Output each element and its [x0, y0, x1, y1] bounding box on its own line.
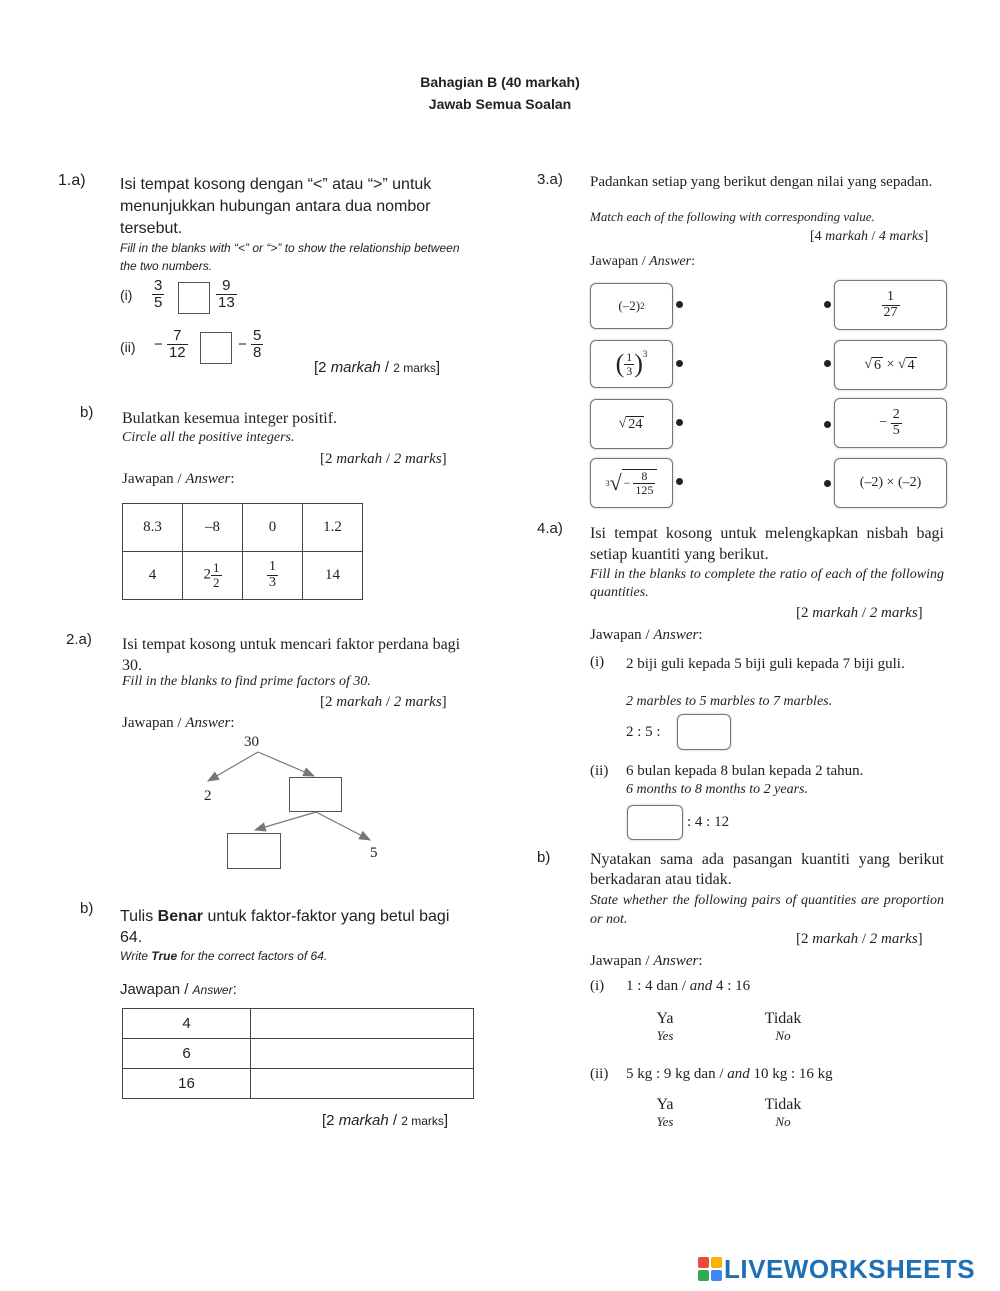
answer-label: Jawapan / Answer: [120, 981, 237, 998]
ratio-blank-i[interactable] [677, 714, 731, 750]
match-right-2-dot[interactable] [824, 360, 831, 367]
question-text-en: State whether the following pairs of quantities are proportion or not. [590, 893, 944, 927]
no-option-ii[interactable]: Tidak No [764, 1096, 802, 1129]
ratio-text: : 4 : 12 [687, 814, 730, 830]
match-right-2[interactable]: √ 6 × √ 4 [834, 340, 947, 390]
ratio-text: 2 : 5 : [626, 724, 661, 740]
answer-label: Jawapan / Answer: [590, 953, 703, 969]
marks: [2 markah / 2 marks] [796, 931, 923, 947]
question-text-en: Write True for the correct factors of 64. [120, 949, 328, 963]
match-right-3[interactable]: − $\frac{2}{5}$ [834, 398, 947, 448]
logo-square [711, 1257, 722, 1268]
part-label: (i) [590, 654, 605, 670]
question-number: 1.a) [58, 172, 86, 189]
question-text-ms: Isi tempat kosong untuk melengkapkan nisbah bagi setiap kuantiti yang berikut. [590, 525, 944, 563]
tree-root-value: 30 [244, 734, 259, 750]
fraction: − $\frac{7}{12}$ [154, 327, 186, 361]
question-text-ms: Isi tempat kosong untuk mencari faktor perdana bagi 30. [122, 636, 461, 674]
marks: [2 markah / 2 marks] [796, 605, 923, 621]
match-left-1-dot[interactable] [676, 301, 683, 308]
question-number: b) [80, 404, 94, 421]
marks: [2 markah / 2 marks] [320, 451, 447, 467]
factors-table [122, 1008, 474, 1099]
tree-factor-value: 5 [370, 845, 378, 861]
answer-cell[interactable] [251, 1039, 474, 1069]
match-right-1-dot[interactable] [824, 301, 831, 308]
fraction: $\frac{3}{5}$ [154, 277, 163, 311]
question-text-en: Fill in the blanks to find prime factors of 30. [122, 674, 371, 689]
factor-blank-2[interactable] [227, 833, 281, 869]
part-label: (i) [590, 978, 605, 994]
number-cell[interactable]: 8.3 [123, 504, 183, 552]
match-left-1[interactable]: (–2) 2 [590, 283, 673, 329]
question-number: 3.a) [537, 171, 563, 188]
section-title: Bahagian B (40 markah) [420, 74, 580, 90]
question-text-en: Fill in the blanks with “<” or “>” to show the relationship between the two numbers. [120, 241, 460, 273]
part-text-en: 2 marbles to 5 marbles to 7 marbles. [626, 694, 833, 709]
question-text-ms: Nyatakan sama ada pasangan kuantiti yang berikut berkadaran atau tidak. [590, 851, 944, 888]
yes-option-i[interactable]: Ya Yes [656, 1010, 674, 1043]
yes-option-ii[interactable]: Ya Yes [656, 1096, 674, 1129]
question-text-ms: Padankan setiap yang berikut dengan nilai yang sepadan. [590, 174, 933, 190]
match-right-3-dot[interactable] [824, 421, 831, 428]
marks: [2 markah / 2 marks] [314, 359, 441, 376]
question-number: 2.a) [66, 631, 92, 648]
match-left-2-dot[interactable] [676, 360, 683, 367]
answer-label: Jawapan / Answer: [122, 715, 235, 731]
number-cell[interactable]: 0 [243, 504, 303, 552]
table-row [123, 1069, 474, 1099]
question-text-en: Fill in the blanks to complete the ratio of each of the following quantities. [590, 567, 944, 600]
pair-text: 1 : 4 dan / and 4 : 16 [626, 978, 751, 994]
answer-label: Jawapan / Answer: [590, 254, 695, 269]
factor-cell: 16 [123, 1069, 251, 1099]
answer-label: Jawapan / Answer: [122, 471, 235, 487]
fraction: − $\frac{5}{8}$ [238, 327, 262, 361]
answer-cell[interactable] [251, 1009, 474, 1039]
part-label: (i) [120, 287, 133, 303]
brand-name: LIVEWORKSHEETS [724, 1254, 976, 1284]
question-number: b) [80, 900, 94, 917]
question-number: b) [537, 849, 551, 866]
logo-square [698, 1270, 709, 1281]
part-text-ms: 2 biji guli kepada 5 biji guli kepada 7 biji guli. [626, 656, 905, 672]
match-left-2[interactable]: ( $\frac{1}{3}$ ) $^3$ [590, 340, 673, 388]
match-left-3-dot[interactable] [676, 419, 683, 426]
factor-cell: 6 [123, 1039, 251, 1069]
question-text-ms: Bulatkan kesemua integer positif. [122, 410, 338, 427]
ratio-blank-ii[interactable] [627, 805, 683, 840]
number-cell[interactable]: 14 [303, 552, 363, 600]
part-label: (ii) [590, 763, 609, 779]
pair-text: 5 kg : 9 kg dan / and 10 kg : 16 kg [626, 1066, 833, 1082]
section-instruction: Jawab Semua Soalan [428, 96, 572, 112]
fraction: $\frac{9}{13}$ [218, 277, 235, 311]
tree-factor-value: 2 [204, 788, 212, 804]
question-text-ms: Isi tempat kosong dengan “<” atau “>” untuk menunjukkan hubungan antara dua nombor tersebut. [120, 176, 432, 237]
match-right-4[interactable]: (–2) × (–2) [834, 458, 947, 508]
question-number: 4.a) [537, 520, 563, 537]
number-cell[interactable]: 2 $\frac{1}{2}$ [183, 552, 243, 600]
match-right-4-dot[interactable] [824, 480, 831, 487]
number-cell[interactable]: –8 [183, 504, 243, 552]
question-text-en: Circle all the positive integers. [122, 430, 295, 445]
question-text-ms: Tulis Benar untuk faktor-faktor yang betul bagi 64. [120, 908, 450, 946]
number-cell[interactable]: 4 [123, 552, 183, 600]
part-label: (ii) [590, 1066, 609, 1082]
factor-blank-1[interactable] [289, 777, 342, 812]
marks: [2 markah / 2 marks] [320, 694, 447, 710]
factor-cell: 4 [123, 1009, 251, 1039]
part-text-ms: 6 bulan kepada 8 bulan kepada 2 tahun. [626, 763, 864, 779]
question-text-en: Match each of the following with corresponding value. [590, 209, 875, 224]
number-cell[interactable]: $\frac{1}{3}$ [243, 552, 303, 600]
answer-cell[interactable] [251, 1069, 474, 1099]
match-left-3[interactable]: √ 24 [590, 399, 673, 449]
no-option-i[interactable]: Tidak No [764, 1010, 802, 1043]
table-row [123, 1009, 474, 1039]
match-right-1[interactable]: $\frac{1}{27}$ [834, 280, 947, 330]
marks: [2 markah / 2 marks] [322, 1112, 449, 1129]
number-cell[interactable]: 1.2 [303, 504, 363, 552]
marks: [4 markah / 4 marks] [810, 229, 929, 244]
part-text-en: 6 months to 8 months to 2 years. [626, 782, 808, 797]
part-label: (ii) [120, 339, 136, 355]
table-row [123, 1039, 474, 1069]
logo-square [711, 1270, 722, 1281]
match-left-4[interactable]: 3 √ − $\frac{8}{125}$ [590, 458, 673, 508]
match-left-4-dot[interactable] [676, 478, 683, 485]
logo-square [698, 1257, 709, 1268]
answer-label: Jawapan / Answer: [590, 627, 703, 643]
